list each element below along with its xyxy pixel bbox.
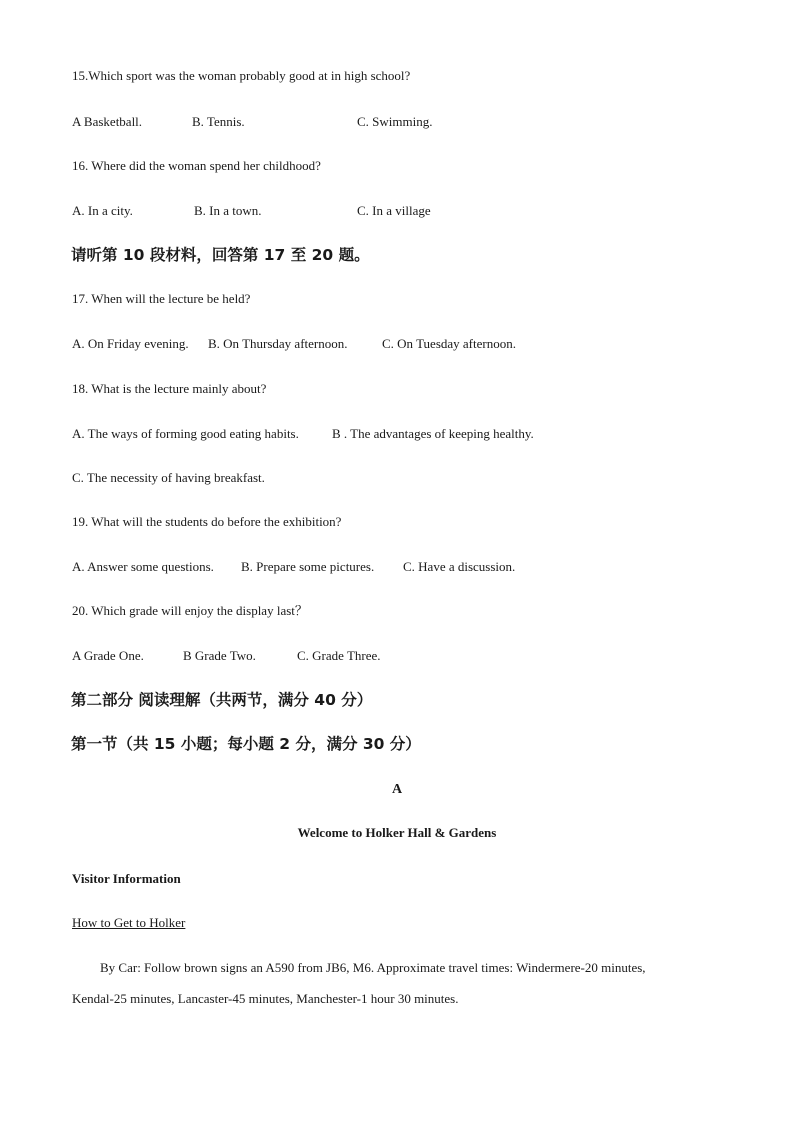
option-c: C. Grade Three. [297, 648, 381, 663]
question-18-option-c: C. The necessity of having breakfast. [72, 470, 265, 485]
option-b: B. On Thursday afternoon. [208, 336, 348, 351]
option-a: A Grade One. [72, 648, 144, 663]
option-c: C. In a village [357, 203, 431, 218]
passage-title: Welcome to Holker Hall & Gardens [297, 825, 497, 840]
option-c: C. Swimming. [357, 114, 433, 129]
option-c: C. On Tuesday afternoon. [382, 336, 516, 351]
question-15: 15.Which sport was the woman probably good at in high school? [72, 68, 411, 83]
question-19: 19. What will the students do before the exhibition? [72, 514, 342, 529]
section-instruction: 请听第 10 段材料，回答第 17 至 20 题。 [71, 246, 370, 264]
option-b: B Grade Two. [183, 648, 256, 663]
option-b: B. Tennis. [192, 114, 245, 129]
option-a: A. Answer some questions. [72, 559, 214, 574]
option-a: A Basketball. [72, 114, 143, 129]
option-b: B . The advantages of keeping healthy. [332, 426, 534, 441]
how-to-get-heading: How to Get to Holker [72, 915, 186, 930]
part-two-heading: 第二部分 阅读理解（共两节，满分 40 分） [71, 691, 373, 709]
by-car-paragraph-line-1: By Car: Follow brown signs an A590 from JB6, M6. Approximate travel times: Windermere-20 minutes, [100, 960, 646, 975]
option-c: C. Have a discussion. [403, 559, 516, 574]
question-17: 17. When will the lecture be held? [72, 291, 251, 306]
question-16: 16. Where did the woman spend her childhood? [72, 158, 321, 173]
question-20: 20. Which grade will enjoy the display last？ [72, 603, 308, 618]
option-b: B. Prepare some pictures. [241, 559, 375, 574]
option-a: A. In a city. [72, 203, 133, 218]
by-car-paragraph-line-2: Kendal-25 minutes, Lancaster-45 minutes, Manchester-1 hour 30 minutes. [72, 991, 459, 1006]
section-one-heading: 第一节（共 15 小题；每小题 2 分，满分 30 分） [71, 735, 421, 753]
visitor-info-heading: Visitor Information [72, 871, 181, 886]
question-18: 18. What is the lecture mainly about? [72, 381, 267, 396]
option-b: B. In a town. [194, 203, 262, 218]
passage-letter: A [391, 782, 403, 797]
option-a: A. The ways of forming good eating habits. [72, 426, 299, 441]
option-a: A. On Friday evening. [72, 336, 189, 351]
